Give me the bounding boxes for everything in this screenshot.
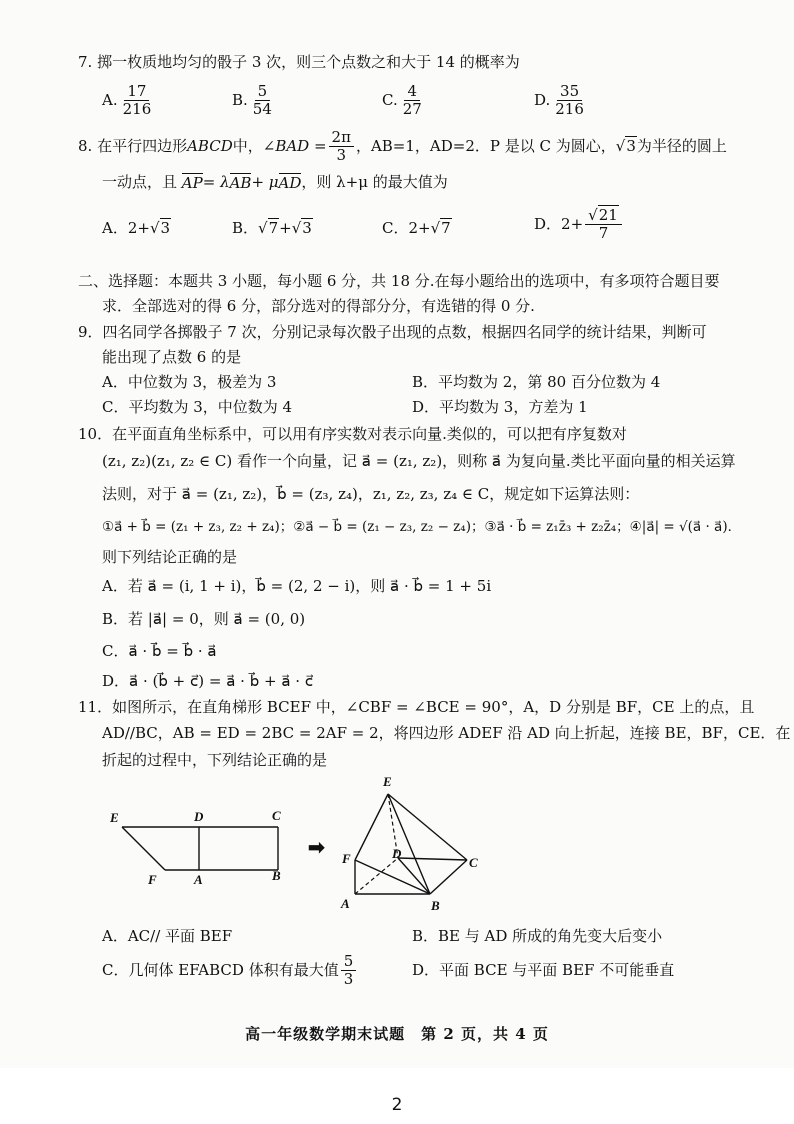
q8-option-c: C． 2+ √7 [382,219,451,237]
hidden-edges [355,794,398,894]
q10-line3: 法则，对于 a⃗ = (z₁, z₂)，b⃗ = (z₃, z₄)，z₁, z₂, z₃, z₄ ∈ C，规定如下运算法则： [102,485,640,503]
flat-trapezoid-diagram [122,827,278,870]
label-B: B [431,898,440,913]
q7-option-b: B. $\frac{5}{54}$ [232,80,277,120]
q11-option-c: C．几何体 EFABCD 体积有最大值 $\frac{5}{3}$ [102,951,358,989]
sqrt-symbol: √3 [291,219,312,237]
fraction: $\frac{35}{216}$ [555,81,584,118]
q11-line2: AD//BC，AB = ED = 2BC = 2AF = 2，将四边形 ADEF 沿 AD 向上折起，连接 BE，BF，CE．在 [102,724,791,742]
q10-option-a: A．若 a⃗ = (i, 1 + i)，b⃗ = (2, 2 − i)，则 a⃗ · b⃗ = 1 + 5i [102,577,492,595]
label-C: C [469,855,478,870]
arrow-icon: ➡ [308,837,325,859]
q8-option-d: D． 2+ $\frac{√21}{7}$ [534,202,624,246]
fraction: $\frac{5}{54}$ [252,81,272,118]
fraction: $\frac{4}{27}$ [402,81,422,118]
sqrt-symbol: √7 [258,219,279,237]
q9-option-a: A．中位数为 3，极差为 3 [102,373,277,391]
folded-solid-diagram [355,794,467,894]
label-A: A [341,896,350,911]
label-B: B [272,868,281,883]
fraction: $\frac{5}{3}$ [341,953,357,988]
q9-option-b: B．平均数为 2，第 80 百分位数为 4 [412,373,661,391]
label-D: D [194,809,204,824]
label-F: F [342,851,351,866]
sqrt-symbol: √3 [615,137,636,155]
label-E: E [110,810,119,825]
fraction: $\frac{√21}{7}$ [585,207,622,242]
q10-line5: 则下列结论正确的是 [102,548,238,566]
label-C: C [272,808,281,823]
q10-option-d: D．a⃗ · (b⃗ + c⃗) = a⃗ · b⃗ + a⃗ · c⃗ [102,672,314,690]
q7-option-d: D. $\frac{35}{216}$ [534,80,589,120]
q9-option-c: C．平均数为 3，中位数为 4 [102,398,293,416]
fraction: $\frac{2\pi}{3}$ [329,129,354,164]
q8-option-b: B． √7 + √3 [232,219,312,237]
q7-stem: 7. 掷一枚质地均匀的骰子 3 次，则三个点数之和大于 14 的概率为 [78,53,520,71]
label-E: E [383,774,392,789]
q10-option-c: C．a⃗ · b⃗ = b⃗ · a⃗ [102,642,217,660]
q10-line1: 10．在平面直角坐标系中，可以用有序实数对表示向量.类似的，可以把有序复数对 [78,425,627,443]
sqrt-symbol: √3 [149,219,171,237]
q10-option-b: B．若 |a⃗| = 0，则 a⃗ = (0, 0) [102,610,306,628]
section-header-line2: 求．全部选对的得 6 分，部分选对的得部分分，有选错的得 0 分. [102,297,535,315]
q11-line1: 11．如图所示，在直角梯形 BCEF 中，∠CBF = ∠BCE = 90°，A，D 分别是 BF，CE 上的点，且 [78,698,755,716]
q8-option-a: A． 2+ √3 [102,219,171,237]
q7-option-c: C. $\frac{4}{27}$ [382,80,427,120]
q8-line2: 一动点，且 AP = λ AB + μ AD ，则 λ+μ 的最大值为 [102,173,448,192]
page-footer: 高一年级数学期末试题 第 2 页，共 4 页 [245,1025,549,1043]
label-F: F [148,872,157,887]
q7-option-a: A. $\frac{17}{216}$ [102,80,156,120]
q11-figure [100,772,500,917]
q9-line1: 9．四名同学各掷骰子 7 次，分别记录每次骰子出现的点数，根据四名同学的统计结果，判断可 [78,323,707,341]
q11-line3: 折起的过程中，下列结论正确的是 [102,751,328,769]
q10-line4: ①a⃗ + b⃗ = (z₁ + z₃, z₂ + z₄)；②a⃗ − b⃗ = (z₁ − z₃, z₂ − z₄)；③a⃗ · b⃗ = z₁z̄₃ + z₂z̄₄；④|a⃗| = √(a⃗ · a⃗)． [102,519,742,535]
q11-option-d: D．平面 BCE 与平面 BEF 不可能垂直 [412,961,675,979]
page-number: 2 [391,1095,403,1115]
q9-line2: 能出现了点数 6 的是 [102,348,242,366]
q11-option-a: A．AC// 平面 BEF [102,927,233,945]
q10-line2: (z₁, z₂)(z₁, z₂ ∈ C) 看作一个向量，记 a⃗ = (z₁, z₂)，则称 a⃗ 为复向量.类比平面向量的相关运算 [102,452,736,470]
q11-option-b: B．BE 与 AD 所成的角先变大后变小 [412,927,663,945]
label-D: D [392,846,402,861]
fraction: $\frac{17}{216}$ [122,81,152,118]
label-A: A [194,872,203,887]
sqrt-symbol: √7 [430,219,451,237]
q8-line1: 8. 在平行四边形 ABCD 中， ∠BAD = $\frac{2\pi}{3}$ ，AB=1，AD=2．P 是以 C 为圆心， √3 为半径的圆上 [78,127,727,164]
section-header: 二、选择题：本题共 3 小题，每小题 6 分，共 18 分.在每小题给出的选项中，有多项符合题目要 [78,272,720,290]
q9-option-d: D．平均数为 3，方差为 1 [412,398,588,416]
